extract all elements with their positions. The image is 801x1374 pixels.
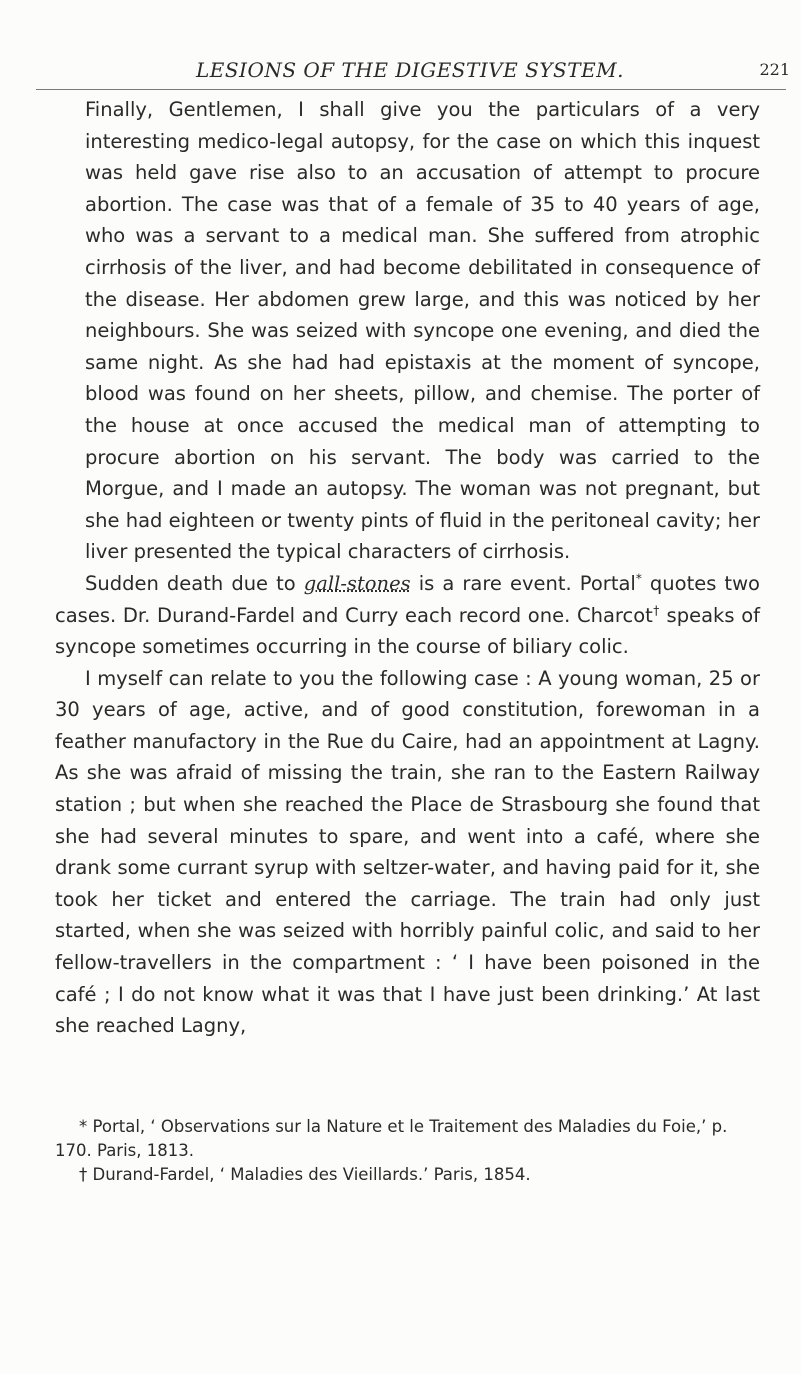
footnote-mark: * [635,571,642,586]
footnote: † Durand-Fardel, ‘ Maladies des Vieillards.’ Paris, 1854. [79,1165,531,1184]
text-run: Sudden death due to [85,571,304,595]
footnotes [55,1115,760,1187]
body-text [55,94,760,1042]
header-rule [36,89,786,90]
page-header [30,56,790,84]
text-run: is a rare event. Portal [410,571,636,595]
paragraph-case: I myself can relate to you the following case : A young woman, 25 or 30 years of age, active, and of good constitution, forewoman in a feather manufactory in the Rue du Caire, had an appointment at Lagny. As she was afraid of missing the train, she ran to the Eastern Railway station ; but when she reached the Place de Strasbourg she found that she had several minutes to spare, and went into a café, where she drank some currant syrup with seltzer-water, and having paid for it, she took her ticket and entered the carriage. The train had only just started, when she was seized with horribly painful colic, and said to her fellow-travellers in the compartment : ‘ I have been poisoned in the café ; I do not know what it was that I have just been drinking.’ At last she reached Lagny, [55,666,760,1038]
paragraph-autopsy: Finally, Gentlemen, I shall give you the particulars of a very interesting medico-legal autopsy, for the case on which this inquest was held gave rise also to an accusation of attempt to procure abortion. The case was that of a female of 35 to 40 years of age, who was a servant to a medical man. She suffered from atrophic cirrhosis of the liver, and had become debilitated in consequence of the disease. Her abdomen grew large, and this was noticed by her neighbours. She was seized with syncope one evening, and died the same night. As she had had epistaxis at the moment of syncope, blood was found on her sheets, pillow, and chemise. The porter of the house at once accused the medical man of attempting to procure abortion on his servant. The body was carried to the Morgue, and I made an autopsy. The woman was not pregnant, but she had eighteen or twenty pints of fluid in the peritoneal cavity; her liver presented the typical characters of cirrhosis. [85,98,760,564]
text-run: speaks of syncope sometimes occurring in the course of biliary colic. [55,603,760,659]
paragraph-gall-stones [55,568,760,663]
text-run: quotes two cases. Dr. Durand-Fardel and Curry each record one. Charcot [55,571,760,627]
footnote: * Portal, ‘ Observations sur la Nature et le Traitement des Maladies du Foie,’ p. 170. Paris, 1813. [55,1117,728,1160]
page-number: 221 [759,60,790,79]
running-title: LESIONS OF THE DIGESTIVE SYSTEM. [195,58,625,82]
italic-term: gall-stones [303,571,411,595]
footnote-mark: † [652,603,660,617]
